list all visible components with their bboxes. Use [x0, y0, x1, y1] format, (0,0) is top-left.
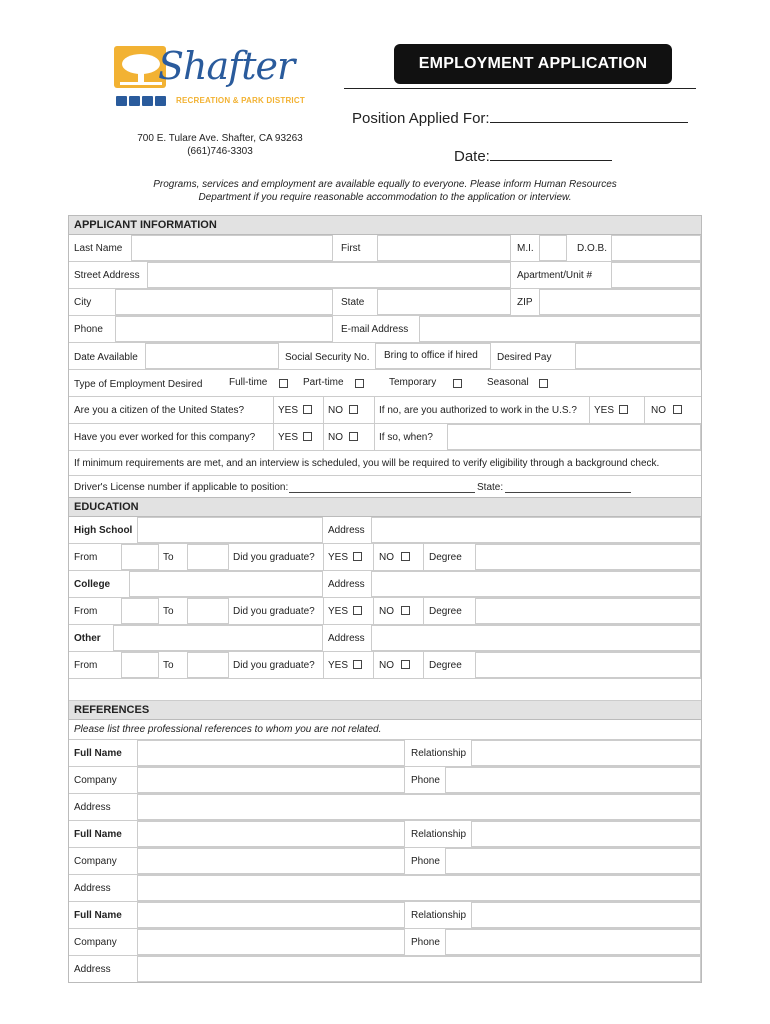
college-name-input[interactable]	[129, 571, 323, 597]
other-address-input[interactable]	[371, 625, 701, 651]
label-state: State	[341, 297, 365, 308]
college-from-input[interactable]	[121, 598, 159, 624]
ref1-relationship-input[interactable]	[471, 740, 701, 766]
email-input[interactable]	[419, 316, 701, 342]
label-employment-type: Type of Employment Desired	[74, 379, 203, 390]
row-spacer	[69, 679, 701, 701]
label-ref3-phone: Phone	[411, 937, 440, 948]
other-graduate-yes-checkbox[interactable]	[353, 660, 362, 669]
street-input[interactable]	[147, 262, 511, 288]
row-ref1-name	[69, 740, 701, 767]
temporary-checkbox[interactable]	[453, 379, 462, 388]
row-name	[69, 235, 701, 262]
phone-input[interactable]	[115, 316, 333, 342]
label-college-to: To	[163, 606, 174, 617]
label-college-from: From	[74, 606, 98, 617]
label-ref3-relationship: Relationship	[411, 910, 467, 921]
label-ssn: Social Security No.	[285, 352, 370, 363]
page-title: EMPLOYMENT APPLICATION	[394, 44, 672, 84]
label-authorized-no: NO	[651, 405, 666, 416]
label-ref2-full-name: Full Name	[74, 829, 122, 840]
row-background-note	[69, 451, 701, 476]
references-instruction: Please list three professional references to whom you are not related.	[74, 724, 382, 735]
college-graduate-no-checkbox[interactable]	[401, 606, 410, 615]
label-first: First	[341, 243, 361, 254]
row-ref1-address	[69, 794, 701, 821]
ref1-company-input[interactable]	[137, 767, 405, 793]
row-other-dates	[69, 652, 701, 679]
label-hs-no: NO	[379, 552, 394, 563]
background-check-note: If minimum requirements are met, and an interview is scheduled, you will be required to verify eligibility through a background check.	[74, 458, 660, 469]
row-city	[69, 289, 701, 316]
position-label: Position Applied For:	[352, 110, 490, 127]
label-drivers-license: Driver's License number if applicable to position:	[74, 482, 289, 493]
ref2-company-input[interactable]	[137, 848, 405, 874]
label-license-state: State:	[477, 482, 504, 493]
label-other-graduate: Did you graduate?	[233, 660, 315, 671]
other-graduate-no-checkbox[interactable]	[401, 660, 410, 669]
drivers-license-input-line[interactable]	[289, 492, 475, 493]
logo-wordmark: Shafter	[158, 44, 295, 88]
ref2-address-input[interactable]	[137, 875, 701, 901]
row-drivers-license	[69, 476, 701, 498]
label-college-degree: Degree	[429, 606, 462, 617]
row-high-school	[69, 517, 701, 544]
label-citizen-question: Are you a citizen of the United States?	[74, 405, 245, 416]
label-worked-question: Have you ever worked for this company?	[74, 432, 256, 443]
label-hs-yes: YES	[328, 552, 349, 563]
label-date-available: Date Available	[74, 352, 138, 363]
college-degree-input[interactable]	[475, 598, 701, 624]
other-from-input[interactable]	[121, 652, 159, 678]
label-hs-graduate: Did you graduate?	[233, 552, 315, 563]
label-full-time: Full-time	[229, 377, 268, 388]
worked-no-checkbox[interactable]	[349, 432, 358, 441]
ref3-company-input[interactable]	[137, 929, 405, 955]
license-state-input-line[interactable]	[505, 492, 631, 493]
authorized-yes-checkbox[interactable]	[619, 405, 628, 414]
label-ref3-address: Address	[74, 964, 111, 975]
label-other-no: NO	[379, 660, 394, 671]
label-ref1-relationship: Relationship	[411, 748, 467, 759]
other-to-input[interactable]	[187, 652, 229, 678]
hs-graduate-no-checkbox[interactable]	[401, 552, 410, 561]
dob-input[interactable]	[611, 235, 701, 261]
label-ref2-relationship: Relationship	[411, 829, 467, 840]
label-phone: Phone	[74, 324, 103, 335]
citizen-yes-checkbox[interactable]	[303, 405, 312, 414]
hs-degree-input[interactable]	[475, 544, 701, 570]
label-other-address: Address	[328, 633, 365, 644]
label-part-time: Part-time	[303, 377, 344, 388]
label-college: College	[74, 579, 111, 590]
row-phone	[69, 316, 701, 343]
row-ref3-company	[69, 929, 701, 956]
date-input-line[interactable]	[490, 149, 612, 161]
worked-yes-checkbox[interactable]	[303, 432, 312, 441]
section-title: REFERENCES	[74, 704, 150, 716]
label-ref1-full-name: Full Name	[74, 748, 122, 759]
section-title: APPLICANT INFORMATION	[74, 219, 217, 231]
label-hs-address: Address	[328, 525, 365, 536]
label-city: City	[74, 297, 92, 308]
state-input[interactable]	[377, 289, 511, 315]
label-street: Street Address	[74, 270, 140, 281]
ref2-relationship-input[interactable]	[471, 821, 701, 847]
high-school-name-input[interactable]	[137, 517, 323, 543]
last-name-input[interactable]	[131, 235, 333, 261]
other-degree-input[interactable]	[475, 652, 701, 678]
label-email: E-mail Address	[341, 324, 409, 335]
citizen-no-checkbox[interactable]	[349, 405, 358, 414]
ref1-name-input[interactable]	[137, 740, 405, 766]
hs-graduate-yes-checkbox[interactable]	[353, 552, 362, 561]
row-worked-before	[69, 424, 701, 451]
section-education	[69, 498, 701, 517]
section-applicant-info	[69, 216, 701, 235]
ref3-relationship-input[interactable]	[471, 902, 701, 928]
label-worked-no: NO	[328, 432, 343, 443]
label-hs-from: From	[74, 552, 98, 563]
label-hs-degree: Degree	[429, 552, 462, 563]
other-name-input[interactable]	[113, 625, 323, 651]
ref1-phone-input[interactable]	[445, 767, 701, 793]
position-input-line[interactable]	[490, 111, 688, 123]
label-desired-pay: Desired Pay	[497, 352, 552, 363]
row-other	[69, 625, 701, 652]
row-citizen	[69, 397, 701, 424]
label-last-name: Last Name	[74, 243, 123, 254]
ref3-name-input[interactable]	[137, 902, 405, 928]
college-graduate-yes-checkbox[interactable]	[353, 606, 362, 615]
label-ref3-company: Company	[74, 937, 117, 948]
ref3-phone-input[interactable]	[445, 929, 701, 955]
row-ref3-address	[69, 956, 701, 982]
label-authorized-yes: YES	[594, 405, 615, 416]
address-line: 700 E. Tulare Ave. Shafter, CA 93263	[137, 133, 303, 144]
label-college-no: NO	[379, 606, 394, 617]
hs-to-input[interactable]	[187, 544, 229, 570]
row-ref2-company	[69, 848, 701, 875]
full-time-checkbox[interactable]	[279, 379, 288, 388]
label-high-school: High School	[74, 525, 133, 536]
label-ref2-address: Address	[74, 883, 111, 894]
row-street	[69, 262, 701, 289]
row-college	[69, 571, 701, 598]
row-availability	[69, 343, 701, 370]
label-other-from: From	[74, 660, 98, 671]
label-temporary: Temporary	[389, 377, 437, 388]
label-citizen-yes: YES	[278, 405, 299, 416]
label-other-to: To	[163, 660, 174, 671]
row-ref3-name	[69, 902, 701, 929]
ref2-phone-input[interactable]	[445, 848, 701, 874]
authorized-no-checkbox[interactable]	[673, 405, 682, 414]
mi-input[interactable]	[539, 235, 567, 261]
label-other-yes: YES	[328, 660, 349, 671]
label-if-so-when: If so, when?	[379, 432, 433, 443]
label-college-graduate: Did you graduate?	[233, 606, 315, 617]
equal-opportunity-notice: Programs, services and employment are available equally to everyone. Please inform Human Resources Department if you require reasonable accommodation to the application or interview.	[153, 179, 617, 203]
label-other: Other	[74, 633, 101, 644]
position-applied-field[interactable]	[352, 110, 688, 127]
section-title: EDUCATION	[74, 501, 139, 513]
apt-input[interactable]	[611, 262, 701, 288]
section-references	[69, 701, 701, 720]
ref3-address-input[interactable]	[137, 956, 701, 982]
phone-line: (661)746-3303	[187, 146, 253, 157]
city-input[interactable]	[115, 289, 333, 315]
label-worked-yes: YES	[278, 432, 299, 443]
college-address-input[interactable]	[371, 571, 701, 597]
seasonal-checkbox[interactable]	[539, 379, 548, 388]
first-name-input[interactable]	[377, 235, 511, 261]
label-college-yes: YES	[328, 606, 349, 617]
label-college-address: Address	[328, 579, 365, 590]
label-citizen-no: NO	[328, 405, 343, 416]
label-hs-to: To	[163, 552, 174, 563]
row-ref2-name	[69, 821, 701, 848]
high-school-address-input[interactable]	[371, 517, 701, 543]
row-ref1-company	[69, 767, 701, 794]
hs-from-input[interactable]	[121, 544, 159, 570]
label-ref2-phone: Phone	[411, 856, 440, 867]
label-seasonal: Seasonal	[487, 377, 529, 388]
logo-icons	[116, 96, 166, 106]
label-ref2-company: Company	[74, 856, 117, 867]
part-time-checkbox[interactable]	[355, 379, 364, 388]
label-apt: Apartment/Unit #	[517, 270, 593, 281]
label-ref1-phone: Phone	[411, 775, 440, 786]
title-underline	[344, 88, 696, 89]
ssn-note: Bring to office if hired	[384, 350, 478, 361]
row-college-dates	[69, 598, 701, 625]
label-ref1-company: Company	[74, 775, 117, 786]
label-mi: M.I.	[517, 243, 534, 254]
row-high-school-dates	[69, 544, 701, 571]
label-zip: ZIP	[517, 297, 533, 308]
college-to-input[interactable]	[187, 598, 229, 624]
organization-address	[136, 132, 304, 158]
worked-when-input[interactable]	[447, 424, 701, 450]
label-authorized-question: If no, are you authorized to work in the U.S.?	[379, 405, 577, 416]
row-ref2-address	[69, 875, 701, 902]
row-employment-type	[69, 370, 701, 397]
label-dob: D.O.B.	[577, 243, 608, 254]
row-references-instruction	[69, 720, 701, 740]
logo	[114, 44, 305, 110]
label-ref3-full-name: Full Name	[74, 910, 122, 921]
date-label: Date:	[454, 148, 490, 165]
date-field[interactable]	[454, 148, 612, 165]
label-ref1-address: Address	[74, 802, 111, 813]
logo-subtitle: RECREATION & PARK DISTRICT	[176, 96, 305, 105]
ref2-name-input[interactable]	[137, 821, 405, 847]
ref1-address-input[interactable]	[137, 794, 701, 820]
date-available-input[interactable]	[145, 343, 279, 369]
application-form	[68, 215, 702, 983]
desired-pay-input[interactable]	[575, 343, 701, 369]
zip-input[interactable]	[539, 289, 701, 315]
label-other-degree: Degree	[429, 660, 462, 671]
